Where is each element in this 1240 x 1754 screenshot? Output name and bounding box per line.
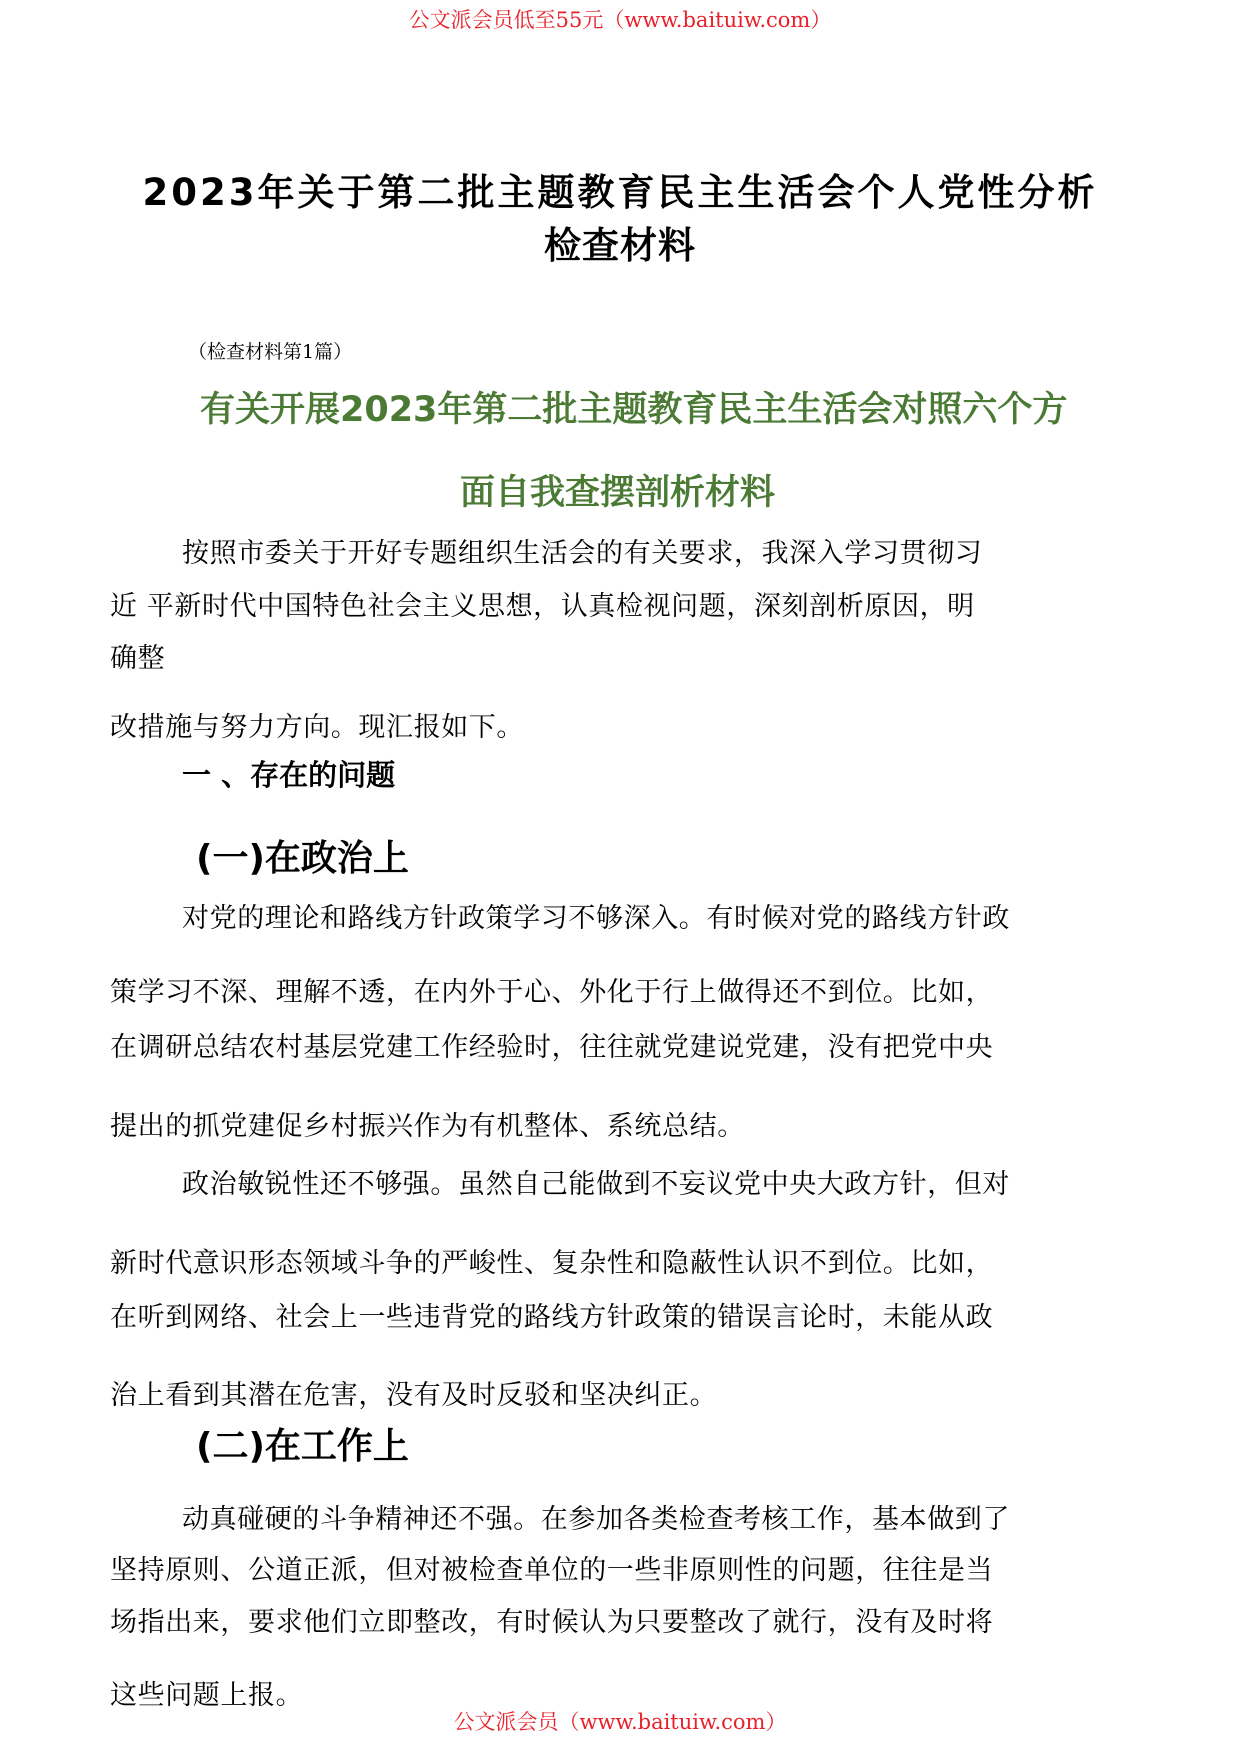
document-note: （检查材料第1篇）: [188, 341, 353, 363]
paragraph-line: 政治敏锐性还不够强。虽然自己能做到不妄议党中央大政方针，但对: [182, 1169, 1010, 1200]
paragraph-line: 在调研总结农村基层党建工作经验时，往往就党建说党建，没有把党中央: [110, 1032, 994, 1063]
paragraph-line: 治上看到其潜在危害，没有及时反驳和坚决纠正。: [110, 1380, 718, 1411]
paragraph-line: 提出的抓党建促乡村振兴作为有机整体、系统总结。: [110, 1111, 745, 1142]
intro-line: 近 平新时代中国特色社会主义思想，认真检视问题，深刻剖析原因，明: [110, 591, 975, 622]
paragraph-line: 场指出来，要求他们立即整改，有时候认为只要整改了就行，没有及时将: [110, 1607, 994, 1638]
paragraph-line: 新时代意识形态领域斗争的严峻性、复杂性和隐蔽性认识不到位。比如，: [110, 1248, 994, 1279]
document-subtitle-line-2: 面自我查摆剖析材料: [460, 473, 776, 513]
paragraph-line: 这些问题上报。: [110, 1680, 304, 1711]
document-title-line-1: 2023年关于第二批主题教育民主生活会个人党性分析: [142, 171, 1098, 214]
paragraph-line: 策学习不深、理解不透，在内外于心、外化于行上做得还不到位。比如，: [110, 977, 994, 1008]
paragraph-line: 在听到网络、社会上一些违背党的路线方针政策的错误言论时，未能从政: [110, 1302, 994, 1333]
section-heading-main: 一 、存在的问题: [182, 758, 396, 792]
paragraph-line: 坚持原则、公道正派，但对被检查单位的一些非原则性的问题，往往是当: [110, 1555, 994, 1586]
intro-line: 确整: [110, 643, 166, 674]
section-heading-politics: (一)在政治上: [196, 838, 409, 879]
intro-line: 按照市委关于开好专题组织生活会的有关要求，我深入学习贯彻习: [182, 538, 983, 569]
intro-line: 改措施与努力方向。现汇报如下。: [110, 712, 524, 743]
header-watermark-banner: 公文派会员低至55元（www.baituiw.com）: [408, 8, 832, 32]
document-title-line-2: 检查材料: [544, 224, 696, 267]
footer-watermark-banner: 公文派会员（www.baituiw.com）: [453, 1710, 787, 1734]
section-heading-work: (二)在工作上: [196, 1426, 409, 1467]
paragraph-line: 动真碰硬的斗争精神还不强。在参加各类检查考核工作，基本做到了: [182, 1504, 1010, 1535]
paragraph-line: 对党的理论和路线方针政策学习不够深入。有时候对党的路线方针政: [182, 903, 1010, 934]
document-subtitle-line-1: 有关开展2023年第二批主题教育民主生活会对照六个方: [200, 390, 1068, 430]
